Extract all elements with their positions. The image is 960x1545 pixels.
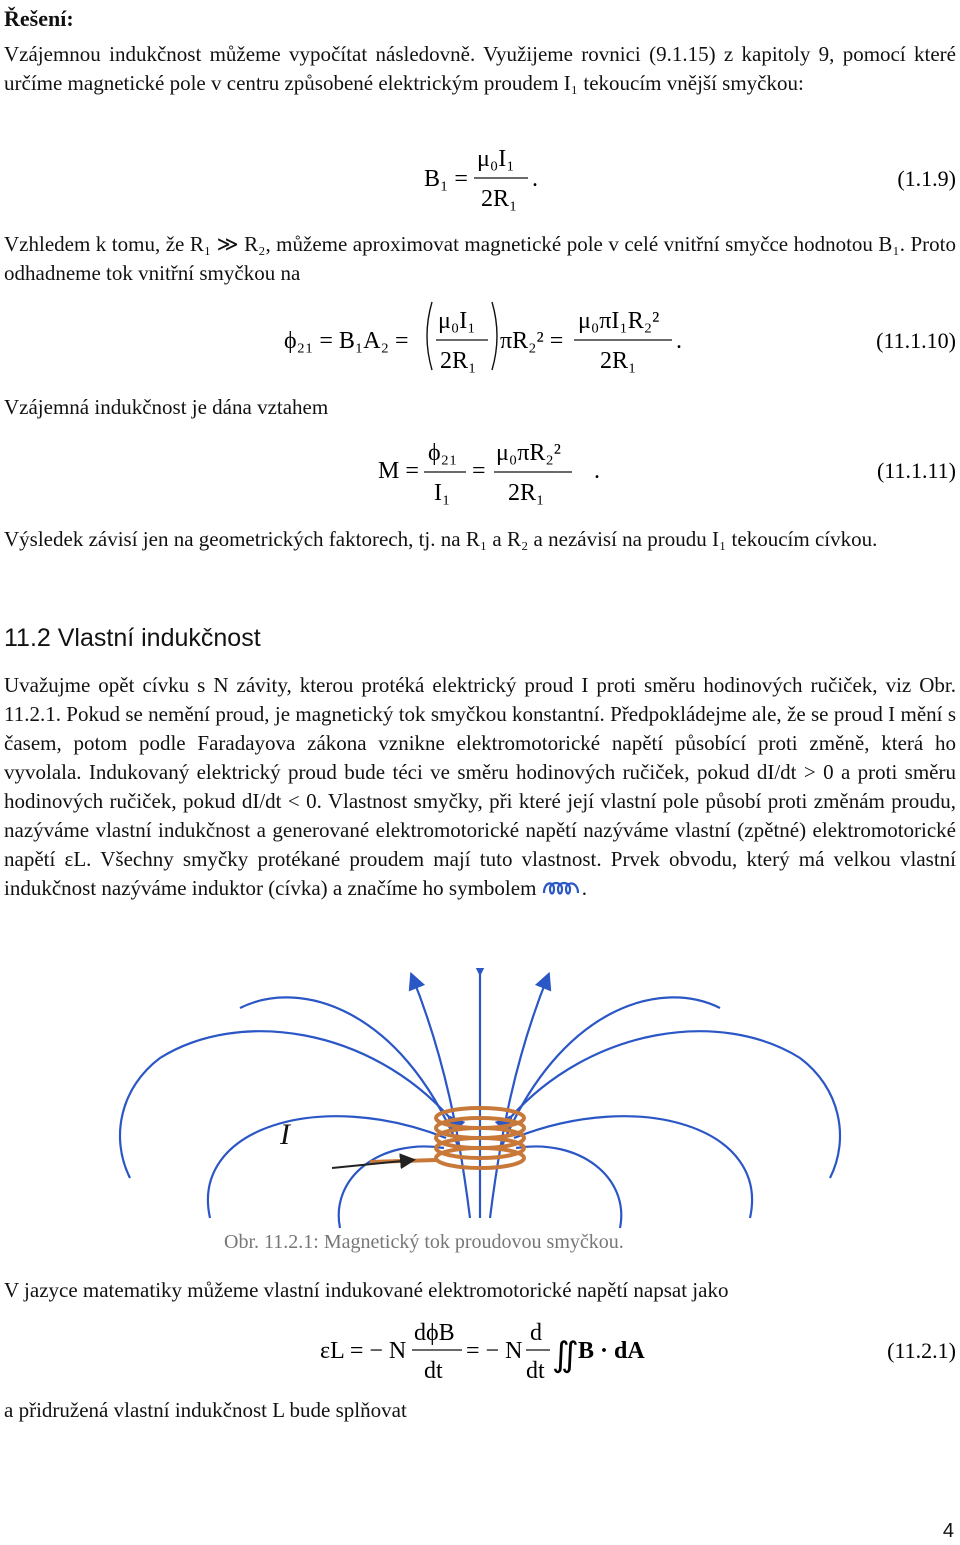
eq2-number: (11.1.10) <box>876 328 956 353</box>
eq2-frac2-num: μ₀πI₁R₂² <box>578 308 660 334</box>
equation-11-1-11 <box>0 432 960 512</box>
field-lines <box>120 972 840 1228</box>
field-line-right-5 <box>516 1146 621 1228</box>
coil-windings <box>370 1108 524 1168</box>
equation-11-1-10 <box>0 296 960 376</box>
eq1-denominator: 2R₁ <box>481 186 518 212</box>
eq4-frac1-num: dϕB <box>414 1320 455 1346</box>
eq3-frac1-den: I₁ <box>434 480 451 506</box>
eq2-mid: πR₂² = <box>500 328 564 354</box>
paragraph-result: Výsledek závisí jen na geometrických faktorech, tj. na R₁ a R₂ a nezávisí na proudu I₁ tekoucím cívkou. <box>4 527 878 551</box>
eq1-lhs: B₁ = <box>424 166 468 192</box>
eq4-number: (11.2.1) <box>887 1338 956 1363</box>
eq4-mid: = − N <box>466 1338 523 1364</box>
eq1-numerator: μ₀I₁ <box>477 146 515 172</box>
field-line-left-1 <box>412 976 470 1218</box>
figure-caption: Obr. 11.2.1: Magnetický tok proudovou smyčkou. <box>224 1231 624 1253</box>
field-line-left-4 <box>208 1116 446 1218</box>
paragraph-self-inductance-text: Uvažujme opět cívku s N závity, kterou protéká elektrický proud I proti směru hodinových ručiček, viz Obr. 11.2.1. Pokud se nemění proud, je magnetický tok smyčkou konstantní. Předpokládejme ale, že se proud I mění s časem, potom podle Faradayova zákona vznikne elektromotorické napětí působící proti změně, která ho vyvolala. Indukovaný elektrický proud bude téci ve směru hodinových ručiček, pokud dI/dt > 0 a proti směru hodinových ručiček, pokud dI/dt < 0. Vlastnost smyčky, při které její vlastní pole působí proti změnám proudu, nazýváme vlastní indukčnost a generované elektromotorické napětí nazýváme vlastní (zpětné) elektromotorické napětí εL. Všechny smyčky protékané proudem mají tuto vlastnost. Prvek obvodu, který má velkou vlastní indukčnost nazýváme induktor (cívka) a značíme ho symbolem <box>4 673 956 900</box>
eq2-frac2-den: 2R₁ <box>600 348 637 374</box>
eq2-lhs: ϕ₂₁ = B₁A₂ = <box>284 328 409 354</box>
eq3-frac2-den: 2R₁ <box>508 480 545 506</box>
inductor-symbol-icon <box>542 877 582 899</box>
eq4-frac2-den: dt <box>526 1358 545 1384</box>
eq3-tail: . <box>594 458 600 484</box>
eq3-number: (11.1.11) <box>876 458 956 483</box>
eq3-frac2-num: μ₀πR₂² <box>496 440 561 466</box>
field-line-right-1 <box>490 976 548 1218</box>
solution-title: Řešení: <box>4 6 74 31</box>
field-line-right-4 <box>514 1116 752 1218</box>
paragraph-self-inductance <box>4 671 956 903</box>
equation-1-1-9 <box>0 142 960 216</box>
eq4-frac2-num: d <box>530 1320 542 1346</box>
current-label: I <box>280 1118 290 1151</box>
eq4-integral: ∬ <box>552 1337 579 1374</box>
eq3-lhs: M = <box>378 458 419 484</box>
eq3-frac1-num: ϕ₂₁ <box>428 440 458 466</box>
field-line-left-2 <box>240 997 458 1146</box>
field-line-right-2 <box>502 997 720 1146</box>
paragraph-math: V jazyce matematiky můžeme vlastní indukované elektromotorické napětí napsat jako <box>4 1278 729 1302</box>
eq4-lhs: εL = − N <box>320 1338 407 1364</box>
eq2-right-paren <box>492 302 497 370</box>
paragraph-mutual-inductance: Vzájemná indukčnost je dána vztahem <box>4 395 329 419</box>
paragraph-self-inductance-tail: . <box>581 876 587 900</box>
eq1-tail: . <box>532 166 538 192</box>
page-number: 4 <box>942 1520 954 1542</box>
equation-11-2-1 <box>0 1314 960 1390</box>
eq3-mid: = <box>472 458 486 484</box>
paragraph-associated: a přidružená vlastní indukčnost L bude splňovat <box>4 1398 407 1422</box>
paragraph-approximation: Vzhledem k tomu, že R₁ ≫ R₂, můžeme aproximovat magnetické pole v celé vnitřní smyčce hodnotou B₁. Proto odhadneme tok vnitřní smyčkou na <box>4 232 956 285</box>
paragraph-intro: Vzájemnou indukčnost můžeme vypočítat následovně. Využijeme rovnici (9.1.15) z kapitoly 9, pomocí které určíme magnetické pole v centru způsobené elektrickým proudem I₁ tekoucím vnější smyčkou: <box>4 42 956 95</box>
eq2-frac1-den: 2R₁ <box>440 348 477 374</box>
eq1-number: (1.1.9) <box>897 166 956 191</box>
section-heading: 11.2 Vlastní indukčnost <box>4 624 261 652</box>
eq2-left-paren <box>427 302 432 370</box>
eq4-rhs: B · dA <box>578 1338 645 1364</box>
eq4-frac1-den: dt <box>424 1358 443 1384</box>
eq2-frac1-num: μ₀I₁ <box>438 308 476 334</box>
eq2-tail: . <box>676 328 682 354</box>
figure-coil-field <box>40 968 920 1230</box>
